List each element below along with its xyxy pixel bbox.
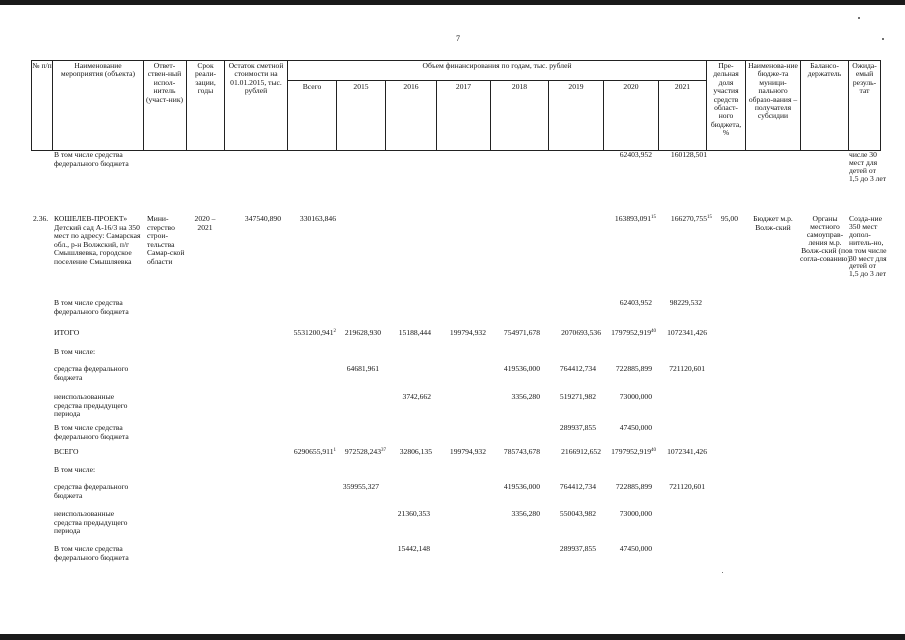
cell-value: 32806,135 <box>399 447 432 456</box>
cell-value: 289937,855 <box>559 544 596 553</box>
cell-value: 160128,501 <box>670 150 707 159</box>
header-funding: Объем финансирования по годам, тыс. рублей <box>422 61 572 70</box>
cell-value: 3356,280 <box>511 392 540 401</box>
cell-total: 330163,846 <box>299 214 336 223</box>
scan-speck <box>722 572 723 573</box>
col-line <box>186 60 187 151</box>
cell-value: 1797952,919$^{40}$ <box>611 328 656 337</box>
scan-speck <box>882 38 884 40</box>
cell-value: 47450,000 <box>619 544 652 553</box>
header-year-2016: 2016 <box>403 82 419 91</box>
header-year-2017: 2017 <box>455 82 472 91</box>
row-share: 95,00 <box>720 214 738 223</box>
cell-value: 1072341,426 <box>667 447 707 456</box>
cell-value: 3356,280 <box>511 509 540 518</box>
cell-value: 15188,444 <box>398 328 431 337</box>
header-share: Пре-дельная доля участия средств област-ного бюджета, % <box>710 61 742 138</box>
cell-value: 722885,899 <box>615 482 652 491</box>
cell-value: 2070693,536 <box>561 328 601 337</box>
cell-value: 73000,000 <box>619 392 652 401</box>
header-term: Срок реали-зации, годы <box>194 61 217 96</box>
header-executor: Ответ-ствен-ный испол-нитель (участ-ник) <box>145 61 184 104</box>
row-balance: 347540,890 <box>244 214 281 223</box>
header-year-2021: 2021 <box>674 82 691 91</box>
row-label: В том числе: <box>54 465 96 474</box>
cell-value: 166270,755$^{15}$ <box>670 214 712 223</box>
cell-value: 3742,662 <box>402 392 431 401</box>
cell-value: 73000,000 <box>619 509 652 518</box>
cell-value: 21360,353 <box>397 509 430 518</box>
cell-value: 62403,952 <box>619 298 652 307</box>
row-holder: Органы местного самоуправ-ления м.р. Волж-ский (по согла-сованию) <box>800 214 850 263</box>
cell-value: 15442,148 <box>397 544 430 553</box>
cell-value: 722885,899 <box>615 364 652 373</box>
page-number: 7 <box>456 34 460 43</box>
cell-value: 62403,952 <box>619 150 652 159</box>
cell-value: 359955,327 <box>342 482 379 491</box>
row-label: средства федерального бюджета <box>54 364 129 382</box>
header-year-2019: 2019 <box>568 82 584 91</box>
cell-value: 199794,932 <box>449 447 486 456</box>
row-label: В том числе средства федерального бюджета <box>54 423 129 441</box>
row-label: средства федерального бюджета <box>54 482 129 500</box>
col-line <box>880 60 881 151</box>
row-label: неиспользованные средства предыдущего периода <box>54 509 128 536</box>
cell-value: 785743,678 <box>503 447 540 456</box>
cell-value: 550043,982 <box>559 509 596 518</box>
col-line <box>287 60 288 151</box>
cell-value: 1072341,426 <box>667 328 707 337</box>
cell-value: 764412,734 <box>559 482 596 491</box>
cell-value: 98229,532 <box>669 298 702 307</box>
cell-value: 721120,601 <box>669 482 705 491</box>
cell-value: 219628,930 <box>344 328 381 337</box>
row-term: 2020 – 2021 <box>194 214 216 232</box>
col-line <box>224 60 225 151</box>
header-year-2015: 2015 <box>353 82 369 91</box>
scan-bottom-border <box>0 634 905 640</box>
header-year-2020: 2020 <box>623 82 639 91</box>
header-balance: Остаток сметной стоимости на 01.01.2015, тыс. рублей <box>228 61 284 96</box>
cell-value: 519271,982 <box>559 392 596 401</box>
cell-value: 289937,855 <box>559 423 596 432</box>
header-recipient: Наименова-ние бюдже-та муници-пального образо-вания – получателя субсидии <box>748 61 798 121</box>
row-label: В том числе средства федерального бюджета <box>54 298 129 316</box>
cell-value: 972528,243$^{37}$ <box>344 447 386 456</box>
table-header-bottom <box>31 150 880 151</box>
cell-value: 163893,091$^{15}$ <box>614 214 656 223</box>
cell-value: 199794,932 <box>449 328 486 337</box>
cell-value: 419536,000 <box>503 482 540 491</box>
cell-value: 1797952,919$^{40}$ <box>611 447 656 456</box>
cell-total: 6290655,911$^1$ <box>293 447 336 456</box>
scan-top-border <box>0 0 905 5</box>
row-recipient: Бюджет м.р. Волж-ский <box>753 214 793 232</box>
cell-value: 64681,961 <box>346 364 379 373</box>
header-holder: Балансо-держатель <box>807 61 842 79</box>
cell-value: 721120,601 <box>669 364 705 373</box>
cell-value: 754971,678 <box>503 328 540 337</box>
row-label: В том числе: <box>54 347 96 356</box>
row-executor: Мини-стерство строи-тельства Самар-ской области <box>147 214 185 266</box>
col-line <box>52 60 53 151</box>
scan-speck <box>858 17 860 19</box>
header-num: № п/п <box>32 61 52 70</box>
row-object-name: КОШЕЛЕВ-ПРОЕКТ» Детский сад А-16/3 на 350 мест по адресу: Самарская обл., р-н Волжский, п/г Смышляевка, городское поселение Смышляевка <box>54 214 141 266</box>
cell-value: 2166912,652 <box>561 447 601 456</box>
cell-value: 419536,000 <box>503 364 540 373</box>
header-total: Всего <box>302 82 322 91</box>
cell-value: 764412,734 <box>559 364 596 373</box>
header-result: Ожида-емый резуль-тат <box>852 61 877 96</box>
row-number: 2.36. <box>33 214 49 223</box>
row-label-itogo: ИТОГО <box>54 328 80 337</box>
header-name: Наименование мероприятия (объекта) <box>60 61 136 79</box>
row-label: неиспользованные средства предыдущего периода <box>54 392 128 419</box>
row-label: В том числе средства федерального бюджета <box>54 544 129 562</box>
cell-value: 47450,000 <box>619 423 652 432</box>
row-label-vsego: ВСЕГО <box>54 447 79 456</box>
cell-total: 5531200,941$^2$ <box>293 328 336 337</box>
col-line <box>31 60 32 151</box>
row-label: В том числе средства федерального бюджета <box>54 150 129 168</box>
header-year-2018: 2018 <box>511 82 528 91</box>
result-continuation: числе 30 мест для детей от 1,5 до 3 лет <box>849 150 887 183</box>
row-result: Созда-ние 350 мест допол-нитель-но, в том числе 30 мест для детей от 1,5 до 3 лет <box>849 214 887 279</box>
funding-subheader-line <box>287 80 706 81</box>
